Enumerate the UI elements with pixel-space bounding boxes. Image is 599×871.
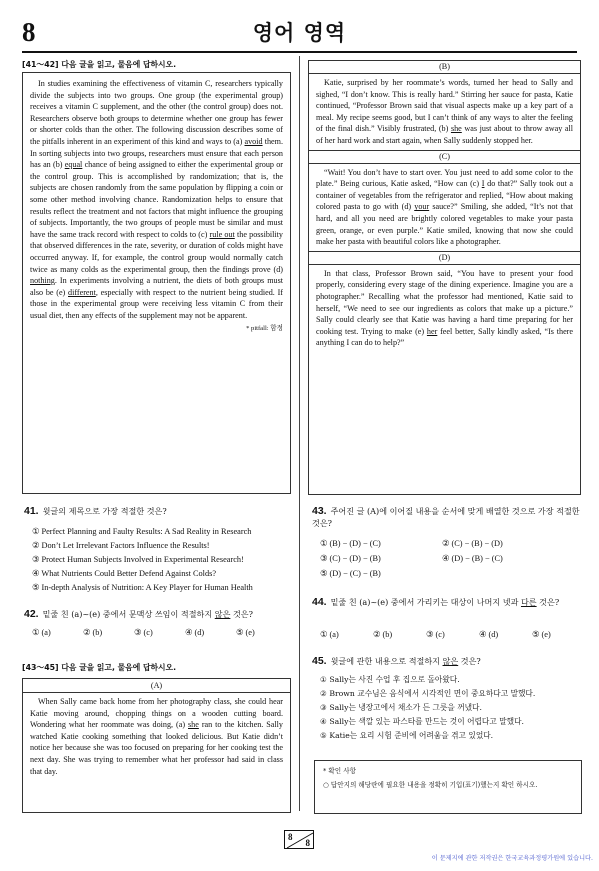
question-45: 45. 윗글에 관한 내용으로 적절하지 않은 것은? <box>312 655 481 667</box>
q45-option-4[interactable]: ④ Sally는 색깔 있는 파스타를 만드는 것이 어렵다고 말했다. <box>320 717 524 726</box>
footnote: * pitfall: 함정 <box>246 325 283 333</box>
underline-b: she <box>450 124 462 134</box>
part-a-label: (A) <box>150 681 163 690</box>
copyright-notice: 이 문제지에 관한 저작권은 한국교육과정평가원에 있습니다. <box>431 855 593 862</box>
part-d-text: In that class, Professor Brown said, “You have to present your food properly, considering every stage of the dining experience. Imagine you are a photographer.” Recalling what the professor had mentioned, Katie said to herself, “We need to see our ingredients as colors that make up a picture.” Sally could clearly see that Katie was having a hard time preparing for her cooking test. Trying to make (e) her feel better, Sally kindly asked, “Is there anything I can do to help?” <box>316 268 573 348</box>
notice-box <box>314 760 582 814</box>
question-43: 43. 주어진 글 (A)에 이어질 내용을 순서에 맞게 배열한 것으로 가장 적절한 것은? <box>312 505 580 528</box>
page-current: 8 <box>288 832 293 842</box>
underline-b: equal <box>64 160 83 170</box>
question-44: 44. 밑줄 친 (a)~(e) 중에서 가리키는 대상이 나머지 넷과 다른 것은? <box>312 596 560 608</box>
q45-option-1[interactable]: ① Sally는 사진 수업 후 집으로 돌아왔다. <box>320 675 460 684</box>
q44-option-4[interactable]: ④ (d) <box>479 630 499 639</box>
underline-d: nothing <box>30 276 55 286</box>
q43-option-4[interactable]: ④ (D) − (B) − (C) <box>442 554 503 563</box>
q41-option-5[interactable]: ⑤ In-depth Analysis of Nutrition: A Key Player for Human Health <box>32 583 253 592</box>
page-slash <box>285 831 315 850</box>
section-title-43-45: [43～45] 다음 글을 읽고, 물음에 답하시오. <box>22 663 177 672</box>
q45-option-5[interactable]: ⑤ Katie는 요리 시험 준비에 어려움을 겪고 있었다. <box>320 731 494 740</box>
question-41: 41. 윗글의 제목으로 가장 적절한 것은? <box>24 505 167 517</box>
q41-option-4[interactable]: ④ What Nutrients Could Better Defend Against Colds? <box>32 569 217 578</box>
q43-option-1[interactable]: ① (B) − (D) − (C) <box>320 539 381 548</box>
part-d-label: (D) <box>438 252 451 262</box>
q44-option-5[interactable]: ⑤ (e) <box>532 630 551 639</box>
underline-d: your <box>414 202 430 212</box>
page-number: 8 <box>22 17 36 47</box>
underline-e: different <box>68 287 96 297</box>
part-b-label: (B) <box>439 62 450 71</box>
part-c-text: “Wait! You don’t have to start over. You just need to add some color to the plate.” Being curious, Katie asked, “How can (c) I do that?” Sally took out a container of vegetables from the refrigerator and replied, “How about making colored pasta to go with (d) your sauce?” Smiling, she added, “It’s not that hard, and all you need are brightly colored vegetables to make your pasta green, orange, or even purple.” Katie smiled, knowing that now she could make her pasta with beautiful colors like a photographer. <box>316 167 573 247</box>
passage-41-42 <box>22 72 291 494</box>
passage-part-a <box>22 678 291 813</box>
q45-option-2[interactable]: ② Brown 교수님은 음식에서 시각적인 면이 중요하다고 말했다. <box>320 689 536 698</box>
q42-option-1[interactable]: ① (a) <box>32 628 51 637</box>
part-a-text: When Sally came back home from her photography class, she could hear Katie moving around, chopping things on a wooden cutting board. Wondering what her roommate was doing, (a) she ran to the kitchen. Sally watched Katie cooking something that looked delicious. But Katie didn’t notice her because she was too focused on preparing for her cooking test the next day. She was trying to remember what her professor had said in class that day. <box>30 697 283 776</box>
q43-option-3[interactable]: ③ (C) − (D) − (B) <box>320 554 381 563</box>
page-total: 8 <box>305 838 310 848</box>
question-42: 42. 밑줄 친 (a)~(e) 중에서 문맥상 쓰임이 적절하지 않은 것은? <box>24 608 253 620</box>
underline-e: her <box>426 326 438 336</box>
q41-option-1[interactable]: ① Perfect Planning and Faulty Results: A Sad Reality in Research <box>32 527 252 536</box>
q44-option-3[interactable]: ③ (c) <box>426 630 445 639</box>
passage-parts-bcd <box>308 60 581 495</box>
underline-c: I <box>481 179 485 189</box>
q42-option-2[interactable]: ② (b) <box>83 628 103 637</box>
q44-option-2[interactable]: ② (b) <box>373 630 393 639</box>
underline-a: avoid <box>244 136 263 146</box>
underline-c: rule out <box>209 229 235 239</box>
q45-option-3[interactable]: ③ Sally는 냉장고에서 채소가 든 그릇을 꺼냈다. <box>320 703 482 712</box>
q42-option-5[interactable]: ⑤ (e) <box>236 628 255 637</box>
section-title-41-42: [41～42] 다음 글을 읽고, 물음에 답하시오. <box>22 60 177 69</box>
q42-option-3[interactable]: ③ (c) <box>134 628 153 637</box>
page-title: 영어 영역 <box>252 21 347 45</box>
q43-option-2[interactable]: ② (C) − (B) − (D) <box>442 539 503 548</box>
column-divider <box>299 56 300 811</box>
part-c-label: (C) <box>439 151 450 161</box>
underline-a: she <box>188 720 199 730</box>
header-rule <box>22 51 577 53</box>
notice-title: * 확인 사항 <box>323 767 356 775</box>
q43-option-5[interactable]: ⑤ (D) − (C) − (B) <box>320 569 381 578</box>
q41-option-2[interactable]: ② Don’t Let Irrelevant Factors Influence the Results! <box>32 541 210 550</box>
part-b-text: Katie, surprised by her roommate’s words, turned her head to Sally and sighed, “I don’t know. This is really hard.” Stirring her sauce for pasta, Katie continued, “Professor Brown said that visual aspects make up a key part of a meal. My recipe seems good, but I can’t think of any ways to alter the feeling of the final dish.” Visibly frustrated, (b) she was just about to throw away all of her hard work and start again, when Sally suddenly stopped her. <box>316 78 573 145</box>
q41-option-3[interactable]: ③ Protect Human Subjects Involved in Experimental Research! <box>32 555 244 564</box>
q42-option-4[interactable]: ④ (d) <box>185 628 205 637</box>
page-indicator <box>284 830 314 849</box>
passage-text: In studies examining the effectiveness of vitamin C, researchers typically divide the subjects into two groups. One group (the experimental group) receives a vitamin C supplement, and the other (the control group) does not. Researchers observe both groups to determine whether one group has fewer or shorter colds than the other. The following discussion describes some of the pitfalls inherent in an experiment of this kind and ways to (a) avoid them. In sorting subjects into two groups, researchers must ensure that each person has an (b) equal chance of being assigned to either the experimental group or the control group. This is accomplished by randomization; that is, the subjects are chosen randomly from the same population by flipping a coin or some other method involving chance. Randomization helps to ensure that results reflect the treatment and not factors that might influence the grouping of subjects. Importantly, the two groups of people must be similar and must have the same track record with respect to colds to (c) rule out the possibility that observed differences in the rate, severity, or duration of colds might have occurred anyway. If, for example, the control group would normally catch twice as many colds as the experimental group, then the findings prove (d) nothing. In experiments involving a nutrient, the diets of both groups must also be (e) different, especially with respect to the nutrient being studied. If those in the experimental group were receiving less vitamin C from their usual diet, then any effects of the supplement may not be apparent. <box>30 79 284 320</box>
notice-text: ○ 답안지의 해당란에 필요한 내용을 정확히 기입(표기)했는지 확인 하시오. <box>323 781 538 789</box>
q44-option-1[interactable]: ① (a) <box>320 630 339 639</box>
